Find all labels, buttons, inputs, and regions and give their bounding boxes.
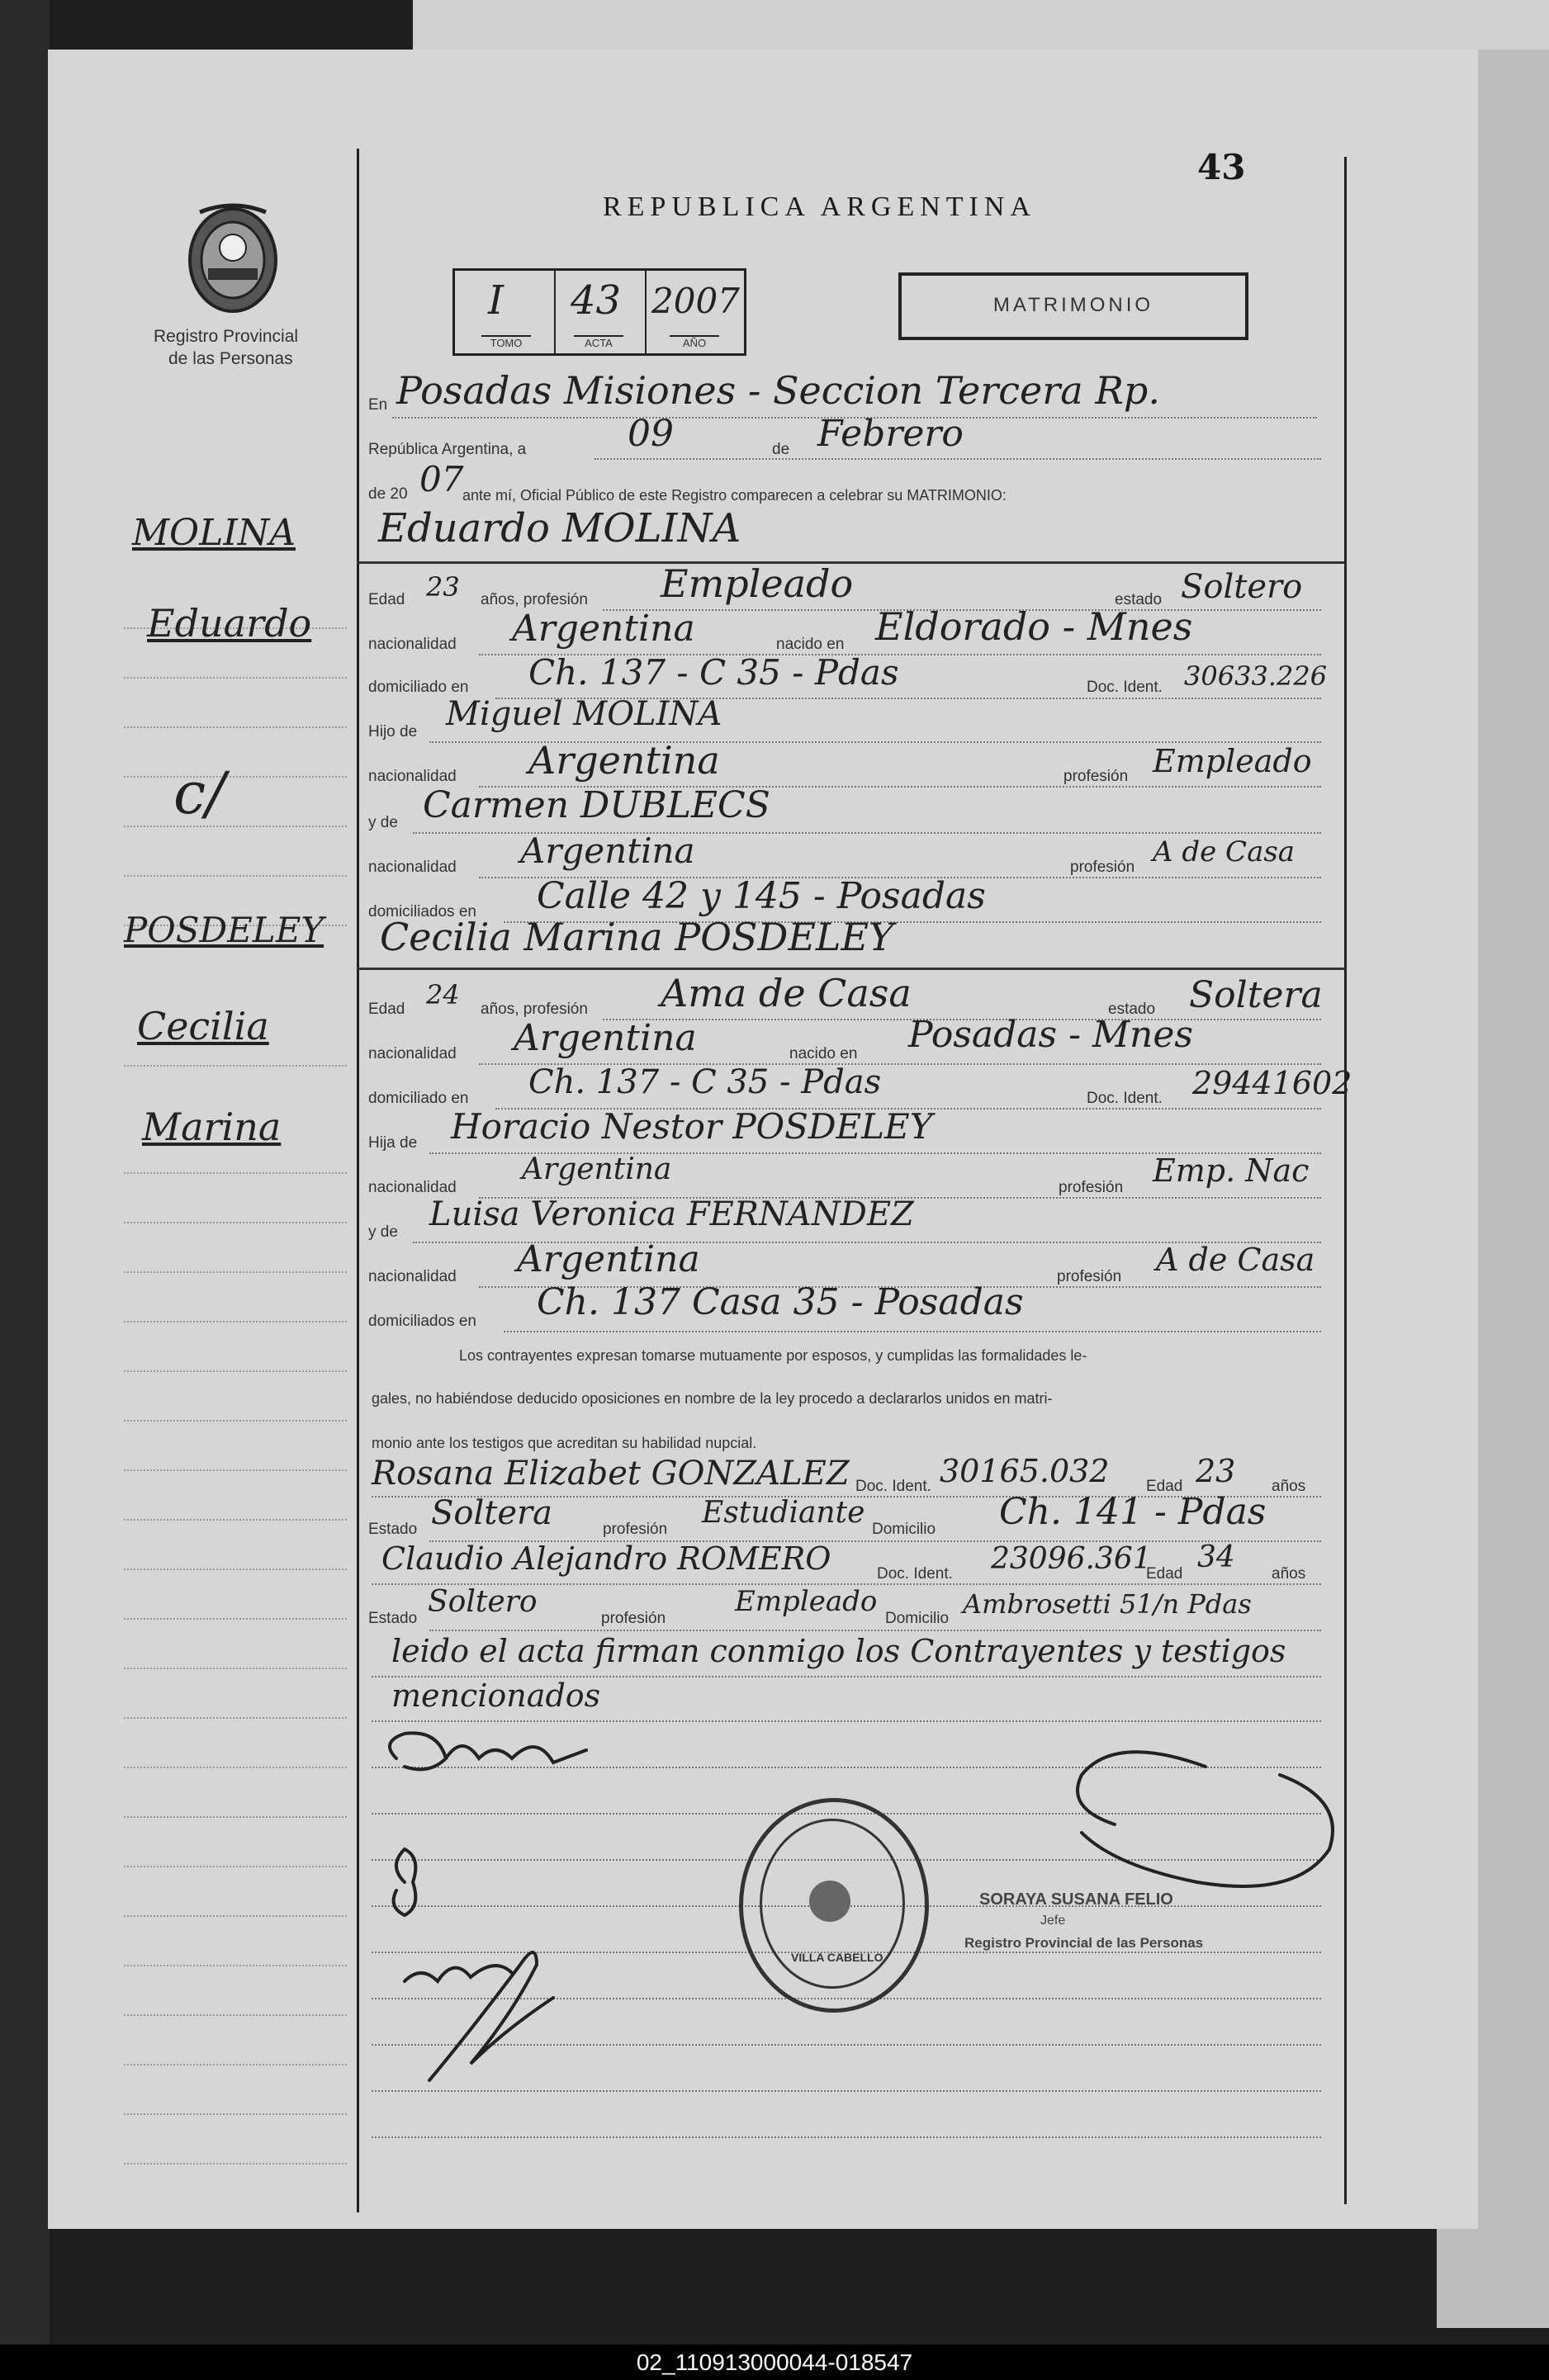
groom-estado-label: estado (1115, 591, 1163, 608)
bride-doc-label: Doc. Ident. (1087, 1090, 1163, 1107)
bride-address: Ch. 137 - C 35 - Pdas (528, 1063, 882, 1101)
witness2-anios-label: años (1272, 1565, 1306, 1583)
bride-father-profession: Emp. Nac (1153, 1152, 1310, 1189)
bride-edad-label: Edad (368, 1001, 405, 1018)
witness1-prof-label: profesión (603, 1521, 668, 1538)
seal-org: Registro Provincial de las Personas (964, 1935, 1204, 1951)
groom-parents-dom-label: domiciliados en (368, 903, 476, 920)
witness2-edad-label: Edad (1146, 1565, 1183, 1583)
groom-father-prof-label: profesión (1063, 768, 1129, 785)
margin-groom-name: Eduardo (147, 601, 312, 646)
groom-mother: Carmen DUBLECS (423, 784, 770, 826)
month-value: Febrero (817, 413, 964, 455)
republica-label: República Argentina, a (368, 441, 527, 458)
witness1-address: Ch. 141 - Pdas (999, 1491, 1267, 1533)
groom-edad-label: Edad (368, 591, 405, 608)
groom-father: Miguel MOLINA (446, 695, 722, 733)
margin-connector: c/ (173, 759, 225, 827)
seal-title: Jefe (1040, 1914, 1066, 1928)
seal-emblem-icon (809, 1881, 850, 1922)
bride-nationality: Argentina (514, 1017, 697, 1059)
bride-parents-dom-label: domiciliados en (368, 1313, 476, 1330)
witness2-doc-label: Doc. Ident. (877, 1565, 953, 1583)
witness1-profession: Estudiante (702, 1496, 865, 1530)
bride-profession: Ama de Casa (661, 971, 912, 1015)
left-margin-border (357, 149, 359, 2212)
witness2-profession: Empleado (735, 1585, 878, 1618)
year-suffix-value: 07 (419, 459, 464, 499)
act-number-box (452, 268, 746, 356)
groom-doc-label: Doc. Ident. (1087, 679, 1163, 696)
bride-yde-label: y de (368, 1223, 398, 1241)
margin-bride-surname: POSDELEY (124, 910, 324, 950)
bride-doc: 29441602 (1192, 1065, 1352, 1101)
bride-mother-prof-label: profesión (1057, 1268, 1122, 1285)
act-type-box (898, 272, 1248, 340)
bride-mother-nationality: Argentina (517, 1238, 700, 1280)
bride-age: 24 (426, 979, 460, 1010)
groom-yde-label: y de (368, 814, 398, 831)
bride-mother: Luisa Veronica FERNANDEZ (429, 1195, 914, 1233)
anio-label: AÑO (670, 335, 719, 349)
witness2-status: Soltero (428, 1585, 538, 1619)
groom-nationality: Argentina (512, 608, 695, 650)
groom-age: 23 (426, 571, 460, 603)
witness2-address: Ambrosetti 51/n Pdas (963, 1588, 1252, 1620)
statement-text: ante mí, Oficial Público de este Registro comparecen a celebrar su MATRIMONIO: (462, 487, 1007, 504)
acta-label: ACTA (574, 335, 623, 349)
bride-mother-profession: A de Casa (1156, 1242, 1315, 1278)
groom-anios-label: años, profesión (481, 591, 588, 608)
declaration-line3: monio ante los testigos que acreditan su habilidad nupcial. (372, 1435, 757, 1451)
acta-value: 43 (571, 277, 622, 324)
seal-name: SORAYA SUSANA FELIO (979, 1890, 1173, 1909)
background-left (0, 0, 50, 2380)
witness2-estado-label: Estado (368, 1610, 418, 1627)
bride-father-prof-label: profesión (1059, 1179, 1124, 1196)
page-number: 43 (1197, 147, 1246, 187)
groom-mother-nationality: Argentina (520, 830, 695, 871)
groom-mother-nac-label: nacionalidad (368, 859, 457, 876)
de-label: de (772, 441, 790, 458)
bride-parents-address: Ch. 137 Casa 35 - Posadas (537, 1281, 1024, 1323)
witness1-status: Soltera (431, 1494, 552, 1532)
groom-nacionalidad-label: nacionalidad (368, 636, 457, 653)
bride-birthplace: Posadas - Mnes (908, 1014, 1193, 1056)
witness2-prof-label: profesión (601, 1610, 666, 1627)
declaration-line1: Los contrayentes expresan tomarse mutuamente por esposos, y cumplidas las formalidades le- (459, 1347, 1087, 1364)
place-value: Posadas Misiones - Seccion Tercera Rp. (396, 368, 1160, 413)
tomo-value: I (488, 277, 504, 324)
groom-father-profession: Empleado (1153, 743, 1312, 779)
groom-hijo-label: Hijo de (368, 723, 418, 740)
groom-name: Eduardo MOLINA (378, 505, 741, 551)
bride-father-nationality: Argentina (522, 1152, 672, 1186)
witness1-anios-label: años (1272, 1478, 1306, 1495)
official-seal-stamp (739, 1798, 929, 2013)
witness1-age: 23 (1196, 1453, 1236, 1489)
groom-mother-profession: A de Casa (1153, 835, 1296, 868)
bride-nacionalidad-label: nacionalidad (368, 1045, 457, 1062)
country-heading: REPUBLICA ARGENTINA (603, 192, 1036, 222)
groom-address: Ch. 137 - C 35 - Pdas (528, 652, 899, 693)
witness2-name: Claudio Alejandro ROMERO (381, 1540, 831, 1577)
groom-birthplace: Eldorado - Mnes (875, 604, 1193, 649)
groom-mother-prof-label: profesión (1070, 859, 1135, 876)
bride-anios-label: años, profesión (481, 1001, 588, 1018)
en-label: En (368, 396, 388, 414)
groom-father-nac-label: nacionalidad (368, 768, 457, 785)
witness1-edad-label: Edad (1146, 1478, 1183, 1495)
registry-name-line1: Registro Provincial (154, 327, 299, 346)
witness1-name: Rosana Elizabet GONZALEZ (372, 1455, 850, 1493)
act-type-label: MATRIMONIO (992, 294, 1154, 316)
year-label: de 20 (368, 485, 408, 503)
groom-parents-address: Calle 42 y 145 - Posadas (537, 875, 986, 917)
closing-line2: mencionados (391, 1677, 601, 1714)
bride-domiciliado-label: domiciliado en (368, 1090, 469, 1107)
witness1-doc-label: Doc. Ident. (855, 1478, 931, 1495)
witness2-doc: 23096.361 (991, 1542, 1152, 1576)
groom-doc: 30633.226 (1184, 660, 1328, 692)
bride-father-nac-label: nacionalidad (368, 1179, 457, 1196)
witness1-doc: 30165.032 (940, 1453, 1110, 1489)
margin-bride-name2: Marina (142, 1105, 282, 1149)
bride-mother-nac-label: nacionalidad (368, 1268, 457, 1285)
province-crest-icon (183, 202, 282, 318)
witness1-domicilio-label: Domicilio (872, 1521, 936, 1538)
witness2-age: 34 (1197, 1540, 1235, 1574)
stamp-text: VILLA CABELLO (791, 1951, 883, 1964)
closing-line1: leido el acta firman conmigo los Contrayentes y testigos (391, 1633, 1286, 1669)
bride-status: Soltera (1189, 974, 1323, 1016)
bride-hija-label: Hija de (368, 1134, 418, 1152)
registry-name-line2: de las Personas (168, 349, 293, 368)
margin-bride-name1: Cecilia (137, 1004, 269, 1048)
bride-nacido-label: nacido en (789, 1045, 858, 1062)
groom-domiciliado-label: domiciliado en (368, 679, 469, 696)
day-value: 09 (628, 413, 674, 455)
groom-profession: Empleado (661, 561, 854, 606)
witness2-domicilio-label: Domicilio (885, 1610, 950, 1627)
witness1-estado-label: Estado (368, 1521, 418, 1538)
tomo-label: TOMO (481, 335, 531, 349)
bride-estado-label: estado (1108, 1001, 1156, 1018)
groom-father-nationality: Argentina (528, 738, 720, 783)
footer-code: 02_110913000044-018547 (636, 2349, 913, 2375)
margin-groom-surname: MOLINA (132, 512, 296, 554)
anio-value: 2007 (651, 281, 740, 321)
groom-nacido-label: nacido en (776, 636, 845, 653)
declaration-line2: gales, no habiéndose deducido oposiciones en nombre de la ley procedo a declararlos unidos en matri- (372, 1390, 1053, 1407)
bride-name: Cecilia Marina POSDELEY (380, 915, 894, 959)
bride-father: Horacio Nestor POSDELEY (451, 1106, 933, 1147)
groom-status: Soltero (1181, 568, 1303, 606)
